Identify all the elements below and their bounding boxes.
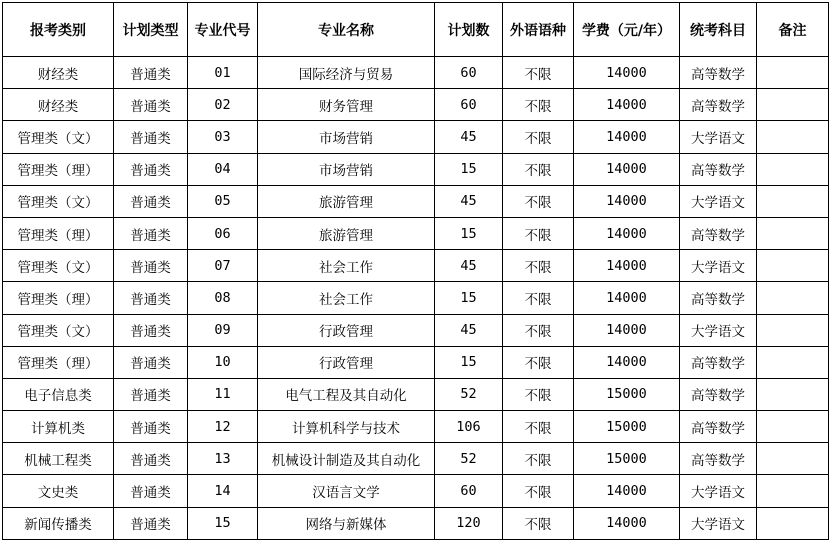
cell-major-name: 计算机科学与技术: [258, 411, 435, 443]
cell-major-name: 财务管理: [258, 89, 435, 121]
cell-category: 管理类（文）: [3, 185, 114, 217]
cell-major-code: 15: [188, 507, 258, 539]
header-major-name: 专业名称: [258, 3, 435, 57]
cell-tuition: 14000: [574, 346, 680, 378]
header-plan-count: 计划数: [435, 3, 503, 57]
cell-major-code: 06: [188, 217, 258, 249]
cell-remarks: [757, 314, 829, 346]
table-row: [3, 217, 829, 249]
cell-plan-count: 60: [435, 475, 503, 507]
cell-exam-subject: 大学语文: [680, 314, 757, 346]
cell-plan-type: 普通类: [114, 57, 188, 89]
cell-remarks: [757, 378, 829, 410]
cell-exam-subject: 大学语文: [680, 475, 757, 507]
cell-tuition: 14000: [574, 153, 680, 185]
cell-tuition: 15000: [574, 411, 680, 443]
cell-tuition: 14000: [574, 250, 680, 282]
cell-plan-type: 普通类: [114, 314, 188, 346]
cell-plan-count: 45: [435, 185, 503, 217]
cell-remarks: [757, 250, 829, 282]
cell-remarks: [757, 507, 829, 539]
cell-language: 不限: [503, 314, 574, 346]
cell-plan-count: 15: [435, 282, 503, 314]
cell-tuition: 14000: [574, 121, 680, 153]
cell-exam-subject: 高等数学: [680, 443, 757, 475]
cell-category: 计算机类: [3, 411, 114, 443]
table-body: [3, 57, 829, 540]
cell-major-code: 08: [188, 282, 258, 314]
cell-tuition: 14000: [574, 314, 680, 346]
cell-plan-type: 普通类: [114, 475, 188, 507]
cell-exam-subject: 大学语文: [680, 250, 757, 282]
cell-plan-type: 普通类: [114, 443, 188, 475]
cell-remarks: [757, 121, 829, 153]
cell-language: 不限: [503, 346, 574, 378]
cell-category: 管理类（理）: [3, 217, 114, 249]
cell-exam-subject: 高等数学: [680, 217, 757, 249]
cell-plan-type: 普通类: [114, 411, 188, 443]
cell-major-name: 网络与新媒体: [258, 507, 435, 539]
cell-remarks: [757, 153, 829, 185]
cell-remarks: [757, 346, 829, 378]
cell-language: 不限: [503, 89, 574, 121]
cell-major-name: 社会工作: [258, 282, 435, 314]
cell-plan-count: 45: [435, 250, 503, 282]
cell-plan-count: 52: [435, 443, 503, 475]
cell-major-code: 10: [188, 346, 258, 378]
header-plan-type: 计划类型: [114, 3, 188, 57]
cell-language: 不限: [503, 475, 574, 507]
cell-remarks: [757, 185, 829, 217]
cell-plan-count: 60: [435, 57, 503, 89]
cell-category: 新闻传播类: [3, 507, 114, 539]
cell-language: 不限: [503, 443, 574, 475]
cell-category: 管理类（理）: [3, 282, 114, 314]
cell-category: 机械工程类: [3, 443, 114, 475]
table-row: [3, 185, 829, 217]
cell-plan-count: 60: [435, 89, 503, 121]
table-row: [3, 250, 829, 282]
cell-major-code: 09: [188, 314, 258, 346]
cell-major-code: 11: [188, 378, 258, 410]
cell-remarks: [757, 411, 829, 443]
table-row: [3, 153, 829, 185]
cell-major-name: 行政管理: [258, 346, 435, 378]
cell-language: 不限: [503, 121, 574, 153]
cell-tuition: 14000: [574, 282, 680, 314]
cell-major-code: 03: [188, 121, 258, 153]
cell-language: 不限: [503, 153, 574, 185]
cell-tuition: 14000: [574, 57, 680, 89]
header-major-code: 专业代号: [188, 3, 258, 57]
cell-remarks: [757, 217, 829, 249]
cell-major-name: 社会工作: [258, 250, 435, 282]
cell-remarks: [757, 89, 829, 121]
cell-language: 不限: [503, 57, 574, 89]
cell-plan-count: 52: [435, 378, 503, 410]
table-row: [3, 314, 829, 346]
cell-language: 不限: [503, 378, 574, 410]
cell-plan-count: 106: [435, 411, 503, 443]
cell-major-name: 汉语言文学: [258, 475, 435, 507]
table-row: [3, 121, 829, 153]
cell-major-name: 旅游管理: [258, 185, 435, 217]
cell-language: 不限: [503, 411, 574, 443]
cell-major-code: 14: [188, 475, 258, 507]
cell-tuition: 14000: [574, 217, 680, 249]
cell-language: 不限: [503, 217, 574, 249]
cell-major-code: 13: [188, 443, 258, 475]
cell-tuition: 14000: [574, 507, 680, 539]
table-row: [3, 57, 829, 89]
cell-exam-subject: 高等数学: [680, 411, 757, 443]
cell-remarks: [757, 475, 829, 507]
cell-category: 管理类（理）: [3, 153, 114, 185]
cell-plan-count: 15: [435, 153, 503, 185]
table-header-row: [3, 3, 829, 57]
header-tuition: 学费（元/年）: [574, 3, 680, 57]
cell-plan-count: 15: [435, 217, 503, 249]
cell-plan-type: 普通类: [114, 121, 188, 153]
cell-plan-type: 普通类: [114, 282, 188, 314]
cell-exam-subject: 大学语文: [680, 185, 757, 217]
cell-language: 不限: [503, 185, 574, 217]
cell-exam-subject: 大学语文: [680, 121, 757, 153]
cell-plan-type: 普通类: [114, 217, 188, 249]
cell-major-code: 04: [188, 153, 258, 185]
cell-exam-subject: 高等数学: [680, 346, 757, 378]
cell-tuition: 15000: [574, 378, 680, 410]
cell-plan-type: 普通类: [114, 153, 188, 185]
cell-category: 财经类: [3, 89, 114, 121]
cell-major-code: 07: [188, 250, 258, 282]
cell-remarks: [757, 282, 829, 314]
header-language: 外语语种: [503, 3, 574, 57]
cell-major-code: 05: [188, 185, 258, 217]
cell-category: 财经类: [3, 57, 114, 89]
header-exam-subject: 统考科目: [680, 3, 757, 57]
cell-plan-count: 120: [435, 507, 503, 539]
cell-tuition: 14000: [574, 475, 680, 507]
cell-category: 管理类（文）: [3, 121, 114, 153]
cell-plan-count: 15: [435, 346, 503, 378]
cell-tuition: 14000: [574, 89, 680, 121]
header-category: 报考类别: [3, 3, 114, 57]
cell-major-code: 12: [188, 411, 258, 443]
cell-exam-subject: 大学语文: [680, 507, 757, 539]
cell-major-name: 行政管理: [258, 314, 435, 346]
cell-remarks: [757, 57, 829, 89]
cell-plan-count: 45: [435, 121, 503, 153]
table-row: [3, 475, 829, 507]
cell-category: 管理类（文）: [3, 250, 114, 282]
cell-exam-subject: 高等数学: [680, 282, 757, 314]
cell-exam-subject: 高等数学: [680, 57, 757, 89]
cell-plan-type: 普通类: [114, 507, 188, 539]
cell-exam-subject: 高等数学: [680, 153, 757, 185]
cell-major-code: 01: [188, 57, 258, 89]
cell-major-name: 旅游管理: [258, 217, 435, 249]
cell-major-name: 电气工程及其自动化: [258, 378, 435, 410]
cell-exam-subject: 高等数学: [680, 89, 757, 121]
cell-language: 不限: [503, 507, 574, 539]
cell-tuition: 15000: [574, 443, 680, 475]
enrollment-plan-table: [2, 2, 829, 540]
table-row: [3, 443, 829, 475]
table-row: [3, 507, 829, 539]
cell-plan-type: 普通类: [114, 89, 188, 121]
table-row: [3, 89, 829, 121]
table-row: [3, 346, 829, 378]
cell-category: 管理类（文）: [3, 314, 114, 346]
cell-language: 不限: [503, 250, 574, 282]
cell-plan-type: 普通类: [114, 378, 188, 410]
cell-plan-type: 普通类: [114, 346, 188, 378]
cell-exam-subject: 高等数学: [680, 378, 757, 410]
table-row: [3, 282, 829, 314]
cell-remarks: [757, 443, 829, 475]
cell-plan-count: 45: [435, 314, 503, 346]
cell-major-name: 机械设计制造及其自动化: [258, 443, 435, 475]
cell-category: 文史类: [3, 475, 114, 507]
cell-major-name: 市场营销: [258, 121, 435, 153]
cell-category: 管理类（理）: [3, 346, 114, 378]
cell-tuition: 14000: [574, 185, 680, 217]
cell-major-name: 国际经济与贸易: [258, 57, 435, 89]
cell-plan-type: 普通类: [114, 185, 188, 217]
table-row: [3, 411, 829, 443]
cell-major-code: 02: [188, 89, 258, 121]
header-remarks: 备注: [757, 3, 829, 57]
cell-category: 电子信息类: [3, 378, 114, 410]
cell-plan-type: 普通类: [114, 250, 188, 282]
cell-language: 不限: [503, 282, 574, 314]
table-row: [3, 378, 829, 410]
cell-major-name: 市场营销: [258, 153, 435, 185]
